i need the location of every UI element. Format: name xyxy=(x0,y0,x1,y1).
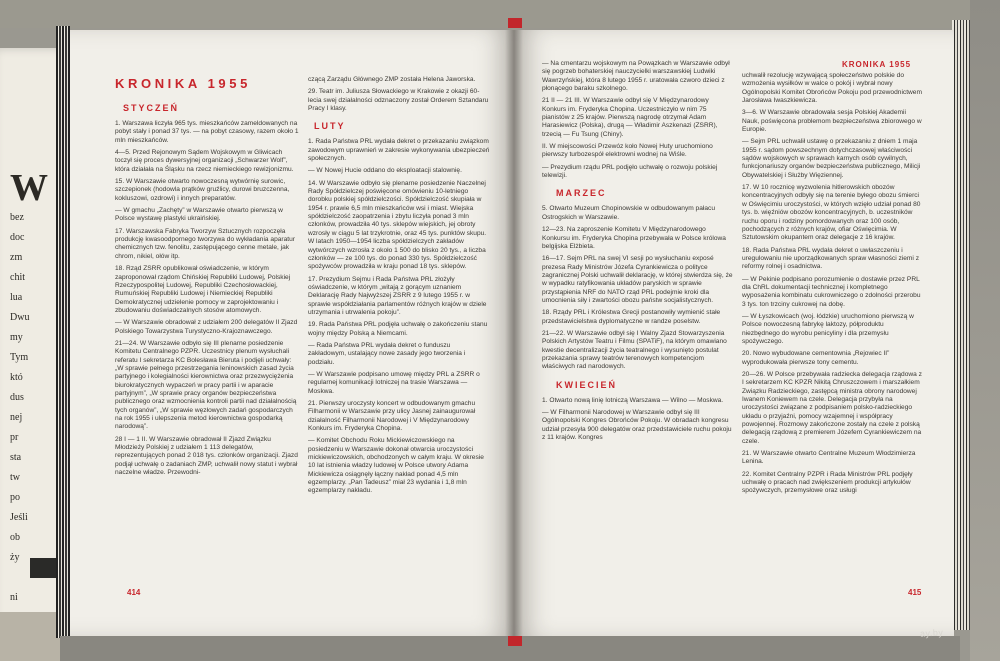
page-number: 414 xyxy=(127,588,141,597)
chronicle-entry: — W Filharmonii Narodowej w Warszawie odbył się III Ogólnopolski Kongres Obrońców Pokoju. W obradach kongresu udział przesyła 900 delegatów oraz przedstawiciele ruchu pokoju z 11 krajów. Kongres xyxy=(542,409,732,442)
left-page-column-2 xyxy=(308,30,490,636)
right-page-column-1 xyxy=(542,30,734,636)
entry-list-february xyxy=(308,138,490,495)
chronicle-entry: II. W miejscowości Przewóz koło Nowej Huty uruchomiono pierwszy turbozespół elektrowni wodnej na Wiśle. xyxy=(542,143,713,159)
chronicle-entry: — Prezydium rządu PRL podjęło uchwałę o rozwoju polskiej telewizji. xyxy=(542,163,718,180)
entry-list-april xyxy=(542,397,734,443)
chronicle-entry: 17. W 10 rocznicę wyzwolenia hitlerowskich obozów koncentracyjnych odbyły się na terenie byłego obozu śmierci w Oświęcimiu uroczystości, w których wzięło udział ponad 80 tys. b. więźniów obozów koncentracyjnych, b. uczestników ruchu oporu i rodziny pomordowanych oraz 100 osób, pochodzących z różnych krajów, ofiar Oświęcimia. W Sztutowskim okupantem oraz delegacje z 16 krajów. xyxy=(742,184,921,242)
chronicle-entry: 18. Rządy PRL i Królestwa Grecji postanowiły wymienić stałe przedstawicielstwa dyplomatyczne w randze poselstw. xyxy=(542,309,721,325)
right-page-edges xyxy=(952,20,970,630)
chronicle-entry: — W Łyszkowicach (woj. łódzkie) uruchomiono pierwszą w Polsce nowoczesną fabrykę laktozy, półproduktu niezbędnego do wyrobu penicyliny i dla przemysłu spożywczego. xyxy=(742,312,914,345)
background-top xyxy=(0,0,1000,28)
chronicle-entry: 22. Komitet Centralny PZPR i Rada Ministrów PRL podjęły uchwałę o pracach nad zwiększeniem produkcji artykułów spożywczych, przemysłowe oraz usługi xyxy=(742,470,913,495)
chronicle-entry: 21. W Warszawie otwarto Centralne Muzeum Włodzimierza Lenina. xyxy=(742,450,916,466)
entry-list-february-end xyxy=(542,60,734,180)
month-heading-april: KWIECIEŃ xyxy=(556,379,617,390)
chronicle-entry: 5. Otwarto Muzeum Chopinowskie w odbudowanym pałacu Ostrogskich w Warszawie. xyxy=(542,205,715,221)
chronicle-entry: 20—26. W Polsce przebywała radziecka delegacja rządowa z I sekretarzem KC KPZR Nikitą Chruszczowem i marszałkiem Związku Radzieckiego, zastępcą ministra obrony narodowej Iwanem Koniewem na czele. Delegacja przybyła na uroczystości związane z podpisaniem polsko-radzieckiego układu o przyjaźni, pomocy wzajemnej i współpracy powojennej. Rozmowy zakończone zostały na czele z polską delegacją rządową z premierem Józefem Cyrankiewiczem na czele. xyxy=(742,371,922,445)
chronicle-entry: 21—22. W Warszawie odbył się I Walny Zjazd Stowarzyszenia Polskich Artystów Teatru i Filmu (SPATiF), na którym omawiano kwestie decentralizacji życia teatralnego i wysunięto postulat przekazania sprawy teatrów terenowych kompetencjom właściwych rad narodowych. xyxy=(542,329,727,371)
chronicle-entry: — W Nowej Hucie oddano do eksploatacji stalownię. xyxy=(308,167,462,175)
page-title: KRONIKA 1955 xyxy=(115,76,251,91)
chronicle-entry: uchwalił rezolucję wzywającą społeczeństwo polskie do wzmożenia wysiłków w walce o pokój i wybrał nowy Ogólnopolski Komitet Obrońców Pokoju pod przewodnictwem Jarosława Iwaszkiewicza. xyxy=(742,72,922,105)
chronicle-entry: 18. Rada Państwa PRL wydała dekret o uwłaszczeniu i uregulowaniu nie uporządkowanych spraw własności ziemi z reformy rolnej i osadnictwa. xyxy=(742,246,920,271)
chronicle-entry: — W gmachu „Zachęty” w Warszawie otwarto pierwszą w Polsce wystawę plastyki ukraińskiej. xyxy=(115,207,283,223)
chronicle-entry: 28 I — 1 II. W Warszawie obradował II Zjazd Związku Młodzieży Polskiej z udziałem 1 113 delegatów, reprezentujących ponad 2 018 tys. członków organizacji. Zjazd podjął uchwałę o zadaniach ZMP, uchwalił nowy statut i wybrał naczelne władze. Przewodni- xyxy=(115,435,298,477)
chronicle-entry: 17. Warszawska Fabryka Tworzyw Sztucznych rozpoczęła produkcję kwasoodpornego tworzywa do wykładania aparatur chemicznych tzw. fenolitu, zastępującego cenne metale, jak chrom, nikiel, ołów itp. xyxy=(115,227,295,260)
left-page xyxy=(70,30,514,636)
chronicle-entry: 3—6. W Warszawie obradowała sesja Polskiej Akademii Nauk, poświęcona problemom bezpieczeństwa zbiorowego w Europie. xyxy=(742,109,922,134)
chronicle-entry: 12—23. Na zaproszenie Komitetu V Międzynarodowego Konkursu im. Fryderyka Chopina przebywała w Polsce królowa belgijska Elżbieta. xyxy=(542,226,726,250)
bookmark-ribbon-end xyxy=(508,636,522,646)
chronicle-entry: 21—24. W Warszawie odbyło się III plenarne posiedzenie Komitetu Centralnego PZPR. Uczestnicy plenum wysłuchali referatu I sekretarza KC Bolesława Bieruta i podjęli uchwały: „W sprawie pełnego przestrzegania leninowskich zasad życia partyjnego i kolegialności kierownictwa oraz przezwyciężenia biurokratycznych wypaczeń w pracy partii i w aparacie partyjnym”, „W sprawie pracy organów bezpieczeństwa publicznego oraz wzmocnienia kontroli partii nad działalnością tych organów”, „W sprawie węzłowych zadań gospodarczych na rok 1955 i ulepszenia metod kierownictwa gospodarką narodową”. xyxy=(115,339,297,431)
chronicle-entry: 17. Prezydium Sejmu i Rada Państwa PRL złożyły oświadczenie, w którym „witają z gorącym uznaniem Deklarację Rady Najwyższej ZSRR z 9 lutego 1955 r. w sprawie współdziałania parlamentów różnych krajów w dziele utrzymania i utrwalenia pokoju”. xyxy=(308,275,487,316)
chronicle-entry: — Rada Państwa PRL wydała dekret o funduszu zakładowym, ustalający nowe zasady jego tworzenia i podziału. xyxy=(308,341,466,366)
chronicle-entry: 18. Rząd ZSRR opublikował oświadczenie, w którym zaproponował rządom Chińskiej Republiki Ludowej, Polskiej Rzeczypospolitej Ludowej, Republiki Czechosłowackiej, Rumuńskiej Republiki Ludowej i Niemieckiej Republiki Demokratycznej udzielenie pomocy w zaprojektowaniu i zbudowaniu doświadczalnych stosów atomowych. xyxy=(115,265,291,314)
chronicle-entry: 1. Otwarto nową linię lotniczą Warszawa — Wilno — Moskwa. xyxy=(542,396,724,404)
book-gutter xyxy=(505,30,523,636)
chronicle-entry: — Komitet Obchodu Roku Mickiewiczowskiego na posiedzeniu w Warszawie dokonał otwarcia uroczystości mickiewiczowskich, obchodzonych w całym kraju. W okresie 10 lat istnienia władzy ludowej w Polsce utwory Adama Mickiewicza osiągnęły łączny nakład ponad 4,5 mln egzemplarzy. „Pan Tadeusz” miał 23 wydania i 1,8 mln egzemplarzy nakładu. xyxy=(308,437,484,495)
month-heading-february: LUTY xyxy=(314,121,346,132)
entry-list-april-continued xyxy=(742,109,922,495)
page-number: 415 xyxy=(908,588,922,597)
left-page-column-1 xyxy=(115,30,301,636)
chronicle-entry: 15. W Warszawie otwarto nowoczesną wytwórnię surowic, szczepionek (hodowla prątków gruźlicy, durowi bruzczenna, kokluszowi, ozdrowi) i innych preparatów. xyxy=(115,178,290,202)
watermark: ay.by xyxy=(919,627,944,639)
background-right xyxy=(970,0,1000,661)
chronicle-entry: — W Warszawie obradował z udziałem 200 delegatów II Zjazd Polskiego Towarzystwa Turystyczno-Krajoznawczego. xyxy=(115,319,298,335)
chronicle-entry: 1. Rada Państwa PRL wydała dekret o przekazaniu związkom zawodowym uprawnień w zakresie wykonywania ubezpieczeń społecznych. xyxy=(308,138,490,163)
chronicle-entry: 4—5. Przed Rejonowym Sądem Wojskowym w Gliwicach toczył się proces dywersyjnej organizacji „Schwarzer Wolf”, która działała na Śląsku na rzecz niemieckiego rewizjonizmu. xyxy=(115,149,294,173)
month-heading-march: MARZEC xyxy=(556,188,607,199)
chronicle-entry: 21 II — 21 III. W Warszawie odbył się V Międzynarodowy Konkurs im. Fryderyka Chopina. Uczestniczyło w nim 75 pianistów z 25 krajów. Pierwszą nagrodę otrzymał Adam Harasiewicz (Polska), drugą — Władimir Aszkenazi (ZSRR), trzecią — Fu Tsung (Chiny). xyxy=(542,97,718,138)
chronicle-entry: 20. Nowo wybudowane cementownia „Rejowiec II” wyprodukowała pierwsze tony cementu. xyxy=(742,350,890,366)
background-book-text: W bez doc zm chit lua Dwu my Tym któ dus nej pr sta tw po Jeśli ob ży ni xyxy=(10,167,48,603)
right-page-column-2 xyxy=(742,30,922,636)
entry-list-march xyxy=(542,205,734,371)
chronicle-entry: — W Pekinie podpisano porozumienie o dostawie przez PRL dla ChRL dokumentacji technicznej i kompletnego wyposażenia kombinatu cukrowniczego o zdolności przerobu 3 tys. ton trzciny cukrowej na dobę. xyxy=(742,275,921,308)
month-heading-january: STYCZEŃ xyxy=(123,103,180,113)
page-title: KRONIKA 1955 xyxy=(842,60,912,69)
chronicle-entry: 29. Teatr im. Juliusza Słowackiego w Krakowie z okazji 60-lecia swej działalności odznaczony został Orderem Sztandaru Pracy I klasy. xyxy=(308,88,489,113)
entry-list-january xyxy=(115,120,301,477)
left-page-edges xyxy=(56,26,70,638)
chronicle-entry: 1. Warszawa liczyła 965 tys. mieszkańców zameldowanych na pobyt stały i ponad 37 tys. — na pobyt czasowy, razem około 1 mln mieszkańców. xyxy=(115,120,299,144)
chronicle-entry: 21. Pierwszy uroczysty koncert w odbudowanym gmachu Filharmonii w Warszawie przy ulicy Jasnej zainaugurował działalność Filharmonii Narodowej i V Międzynarodowy Konkurs im. Fryderyka Chopina. xyxy=(308,400,476,433)
chronicle-entry: — W Warszawie podpisano umowę między PRL a ZSRR o regularnej komunikacji lotniczej na trasie Warszawa — Moskwa. xyxy=(308,370,480,395)
chronicle-entry: 19. Rada Państwa PRL podjęła uchwałę o zakończeniu stanu wojny między Polską a Niemcami. xyxy=(308,321,488,337)
chronicle-entry: 14. W Warszawie odbyło się plenarne posiedzenie Naczelnej Rady Spółdzielczej poświęcone omówieniu 10-letniego dorobku polskiej spółdzielczości. Spółdzielczość skupiała w 1954 r. prawie 6,5 mln mieszkańców wsi i miast. Wiejska spółdzielczość zaopatrzenia i zbytu liczyła ponad 3 mln członków, prowadziła 40 tys. sklepów wiejskich, jej obroty wzrosły w ciągu 5 lat trzykrotnie, oraz 45 tys. punktów skupu. W latach 1950—1954 liczba spółdzielczych zakładów wytwórczych wzrosła z około 1 500 do blisko 20 tys., a liczba członków — ze 100 tys. do ponad 330 tys. Spółdzielczość spożywców prowadziła w kraju ponad 18 tys. sklepów. xyxy=(308,179,487,271)
chronicle-entry: — Na cmentarzu wojskowym na Powązkach w Warszawie odbył się pogrzeb bohaterskiej nauczycielki warszawskiej Ludwiki Wawrzyńskiej, która 8 lutego 1955 r. uratowała czworo dzieci z płonącego baraku szkolnego. xyxy=(542,60,730,93)
chronicle-entry: czącą Zarządu Głównego ZMP została Helena Jaworska. xyxy=(308,76,476,83)
chronicle-entry: 16—17. Sejm PRL na swej VI sesji po wysłuchaniu exposé prezesa Rady Ministrów Józefa Cyrankiewicza o polityce zagranicznej Polski uchwalił deklarację, w której stwierdza się, że w wypadku ratyfikowania układów paryskich w sprawie przystąpienia NRF do NATO rząd PRL podejmie kroki dla umocnienia siły i zwartości obozu państw socjalistycznych. xyxy=(542,255,733,304)
right-page xyxy=(514,30,954,639)
bookmark-ribbon xyxy=(508,18,522,28)
chronicle-entry: — Sejm PRL uchwalił ustawę o przekazaniu z dniem 1 maja 1955 r. sądom powszechnym dotychczasowej właściwości sądów wojskowych w sprawach karnych osób cywilnych, funkcjonariuszy organów bezpieczeństwa publicznego, Milicji Obywatelskiej i Służby Więziennej. xyxy=(742,138,921,179)
